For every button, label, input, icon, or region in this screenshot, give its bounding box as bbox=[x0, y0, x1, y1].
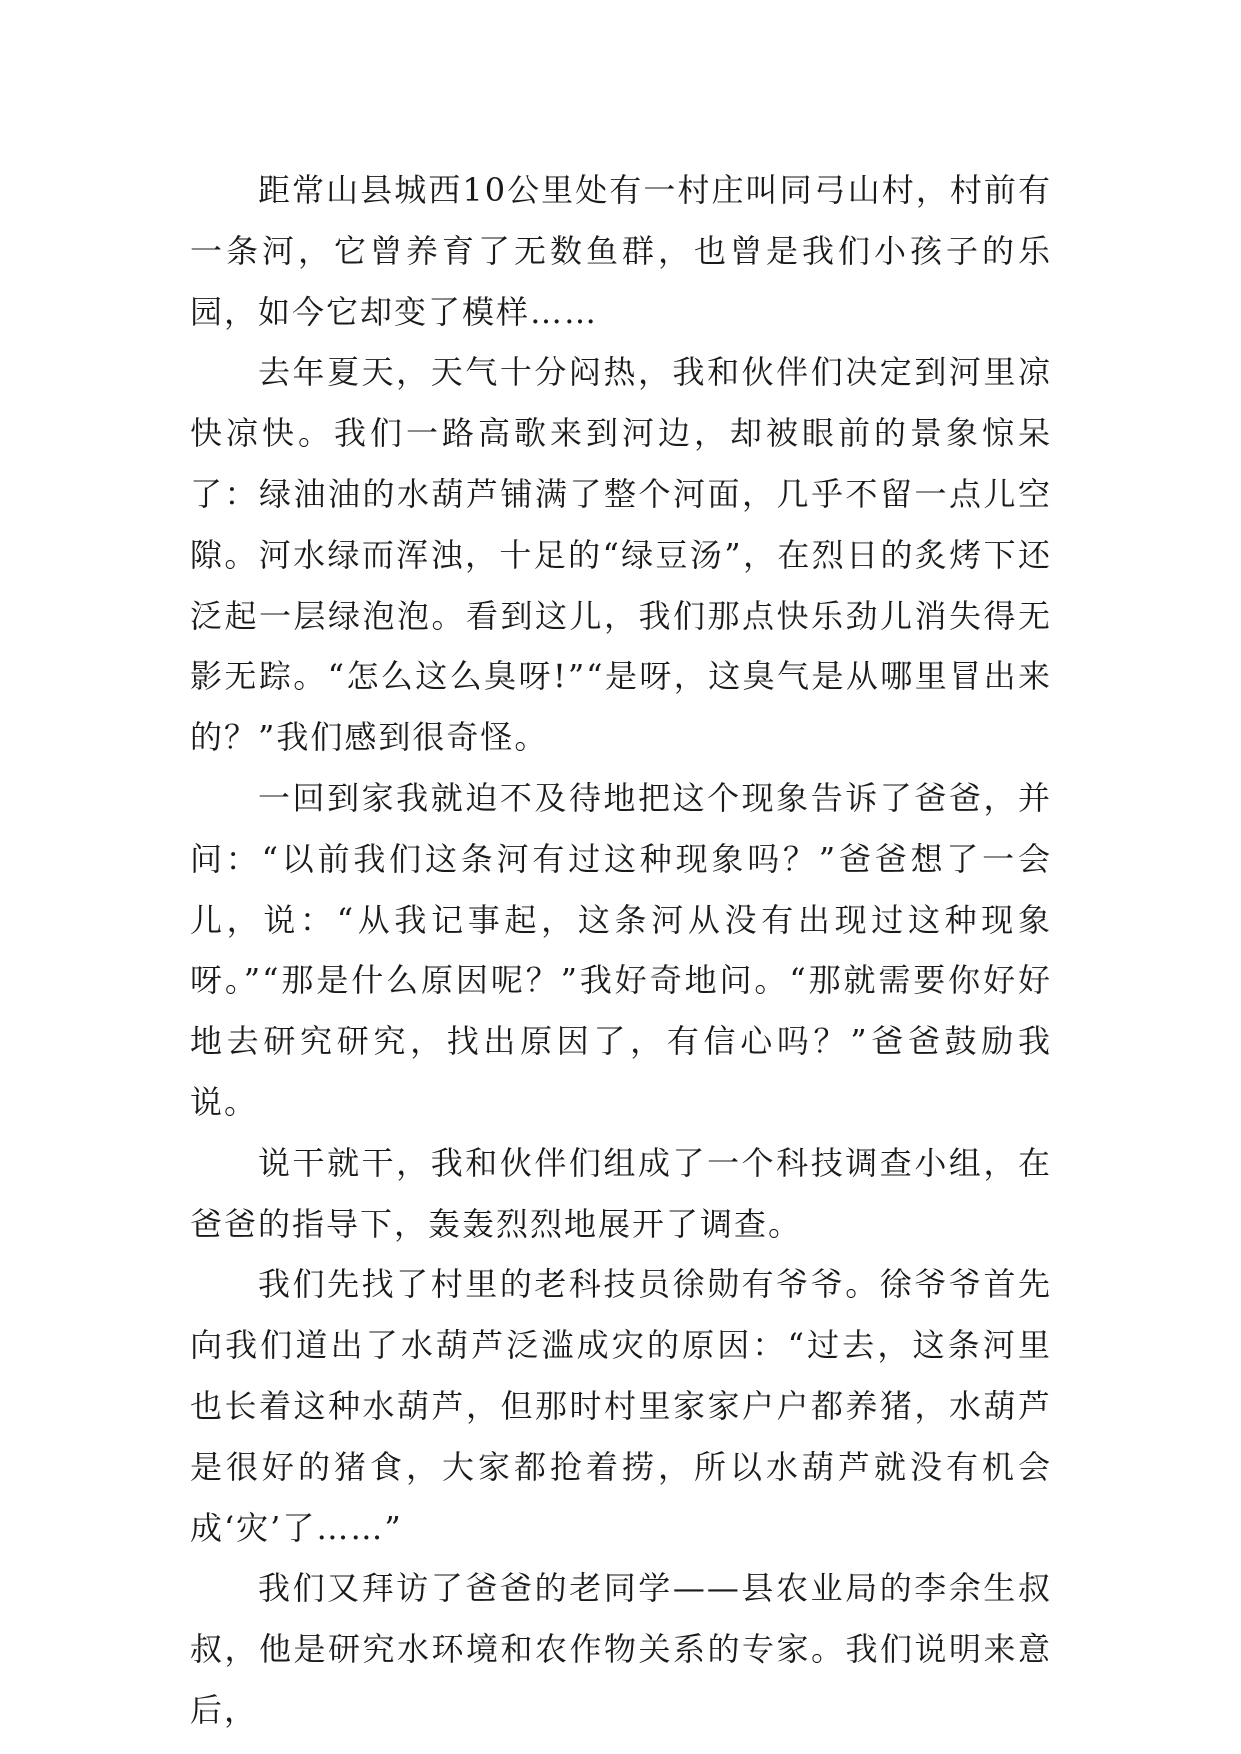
paragraph: 我们先找了村里的老科技员徐勋有爷爷。徐爷爷首先向我们道出了水葫芦泛滥成灾的原因：“过去，这条河里也长着这种水葫芦，但那时村里家家户户都养猪，水葫芦是很好的猪食，大家都抢着捞，所以水葫芦就没有机会成‘灾’了……” bbox=[190, 1265, 1052, 1547]
paragraph: 距常山县城西10公里处有一村庄叫同弓山村，村前有一条河，它曾养育了无数鱼群，也曾是我们小孩子的乐园，如今它却变了模样…… bbox=[190, 171, 1052, 331]
document-body bbox=[190, 160, 1052, 1741]
paragraph: 说干就干，我和伙伴们组成了一个科技调查小组，在爸爸的指导下，轰轰烈烈地展开了调查。 bbox=[190, 1143, 1052, 1243]
paragraph: 一回到家我就迫不及待地把这个现象告诉了爸爸，并问：“以前我们这条河有过这种现象吗？”爸爸想了一会儿，说：“从我记事起，这条河从没有出现过这种现象呀。”“那是什么原因呢？”我好奇地问。“那就需要你好好地去研究研究，找出原因了，有信心吗？”爸爸鼓励我说。 bbox=[190, 778, 1052, 1121]
paragraph: 去年夏天，天气十分闷热，我和伙伴们决定到河里凉快凉快。我们一路高歌来到河边，却被眼前的景象惊呆了：绿油油的水葫芦铺满了整个河面，几乎不留一点儿空隙。河水绿而浑浊，十足的“绿豆汤”，在烈日的炙烤下还泛起一层绿泡泡。看到这儿，我们那点快乐劲儿消失得无影无踪。“怎么这么臭呀!”“是呀，这臭气是从哪里冒出来的？”我们感到很奇怪。 bbox=[190, 353, 1052, 757]
paragraph: 我们又拜访了爸爸的老同学——县农业局的李余生叔叔，他是研究水环境和农作物关系的专家。我们说明来意后， bbox=[190, 1569, 1052, 1729]
